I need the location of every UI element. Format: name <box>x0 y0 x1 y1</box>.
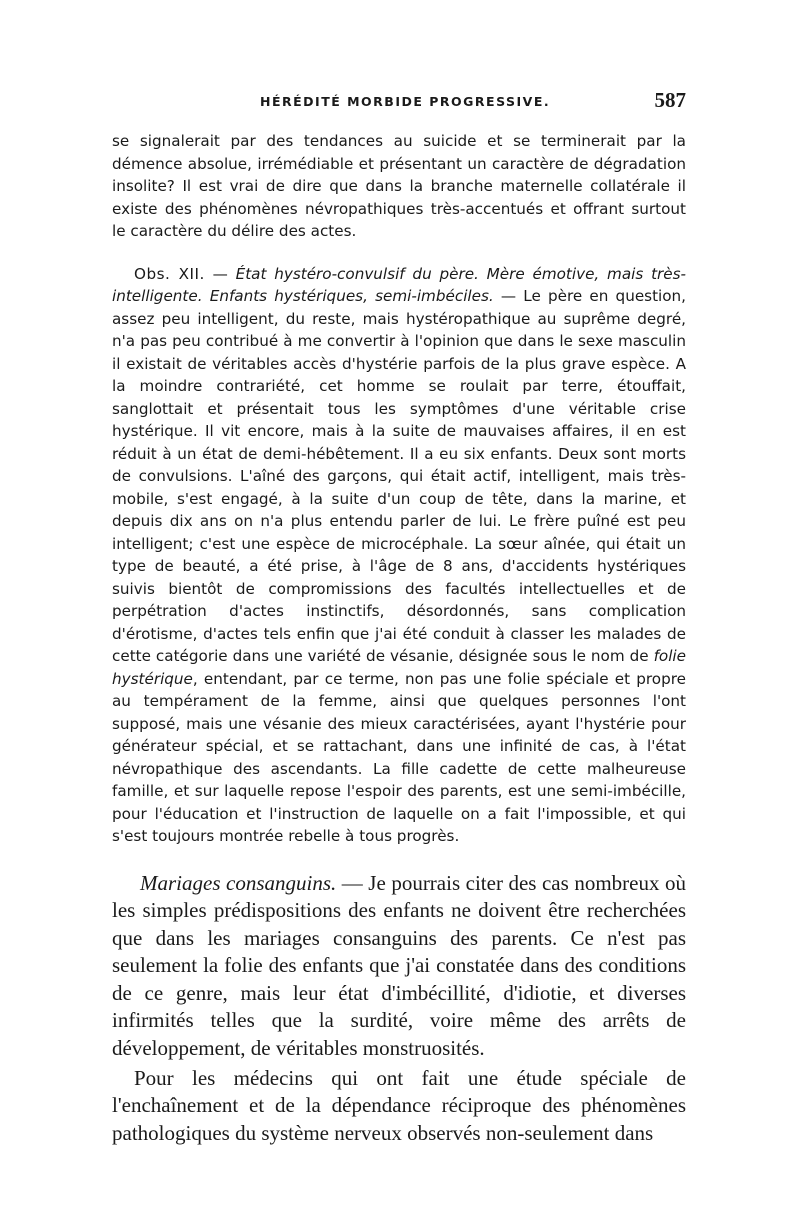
observation-text-b: , entendant, par ce terme, non pas une folie spéciale et propre au tempérament de la femme, ainsi que quelques personnes l'ont supposé, mais une vésanie des mieux caractérisées, ayant l'hystérie pour générateur spécial, et se rattachant, dans une infinité de cas, à l'état névropathique des ascendants. La fille cadette de cette malheureuse famille, et sur laquelle repose l'espoir des parents, est une semi-imbécille, pour l'éducation et l'instruction de laquelle on a fait l'impossible, et qui s'est toujours montrée rebelle à tous progrès. <box>112 669 686 845</box>
observation-label: Obs. XII. <box>134 264 205 283</box>
section-text: — Je pourrais citer des cas nombreux où les simples prédispositions des enfants ne doivent être recherchées que dans les mariages consanguins des parents. Ce n'est pas seulement la folie des enfants que j'ai constatée dans des conditions de ce genre, mais leur état d'imbécillité, d'idiotie, et diverses infirmités telles que la surdité, voire même des arrêts de développement, de véritables monstruosités. <box>112 870 686 1061</box>
observation-xii <box>112 263 686 848</box>
observation-title: État hystéro-convulsif du père. Mère émotive, mais très-intelligente. Enfants hystériques, semi-imbéciles. <box>112 264 687 305</box>
page-number: 587 <box>654 88 686 112</box>
observation-text-a: — Le père en question, assez peu intelligent, du reste, mais hystéropathique au suprême degré, n'a pas peu contribué à me convertir à l'opinion que dans le sexe masculin il existait de véritables accès d'hystérie parfois de la plus grave espèce. A la moindre contrariété, cet homme se roulait par terre, étouffait, sanglottait et présentait tous les symptômes d'une véritable crise hystérique. Il vit encore, mais à la suite de mauvaises affaires, il en est réduit à un état de demi-hébêtement. Il a eu six enfants. Deux sont morts de convulsions. L'aîné des garçons, qui était actif, intelligent, mais très-mobile, s'est engagé, à la suite d'un coup de tête, dans la marine, et depuis dix ans on n'a plus entendu parler de lui. Le frère puîné est peu intelligent; c'est une espèce de microcéphale. La sœur aînée, qui était un type de beauté, a été prise, à l'âge de 8 ans, d'accidents hystériques suivis bientôt de compromissions des facultés intellectuelles et de perpétration d'actes instinctifs, désordonnés, sans complication d'érotisme, d'actes tels enfin que j'ai été conduit à classer les malades de cette catégorie dans une variété de vésanie, désignée sous le nom de <box>112 287 687 665</box>
section-consanguineous-marriages <box>112 870 686 1063</box>
section-heading: Mariages consanguins. <box>140 870 337 895</box>
running-head <box>112 88 686 118</box>
book-page <box>112 88 686 1147</box>
paragraph-continuation: se signalerait par des tendances au suicide et se terminerait par la démence absolue, irrémédiable et présentant un caractère de dégradation insolite? Il est vrai de dire que dans la branche maternelle collatérale il existe des phénomènes névropathiques très-accentués et offrant surtout le caractère du délire des actes. <box>112 132 686 240</box>
running-title: HÉRÉDITÉ MORBIDE PROGRESSIVE. <box>260 94 551 109</box>
observation-dash: — <box>204 264 236 283</box>
observation-term: folie hystérique <box>112 647 686 688</box>
paragraph-physicians: Pour les médecins qui ont fait une étude spéciale de l'enchaînement et de la dépendance réciproque des phénomènes pathologiques du système nerveux observés non-seulement dans <box>112 1065 686 1145</box>
